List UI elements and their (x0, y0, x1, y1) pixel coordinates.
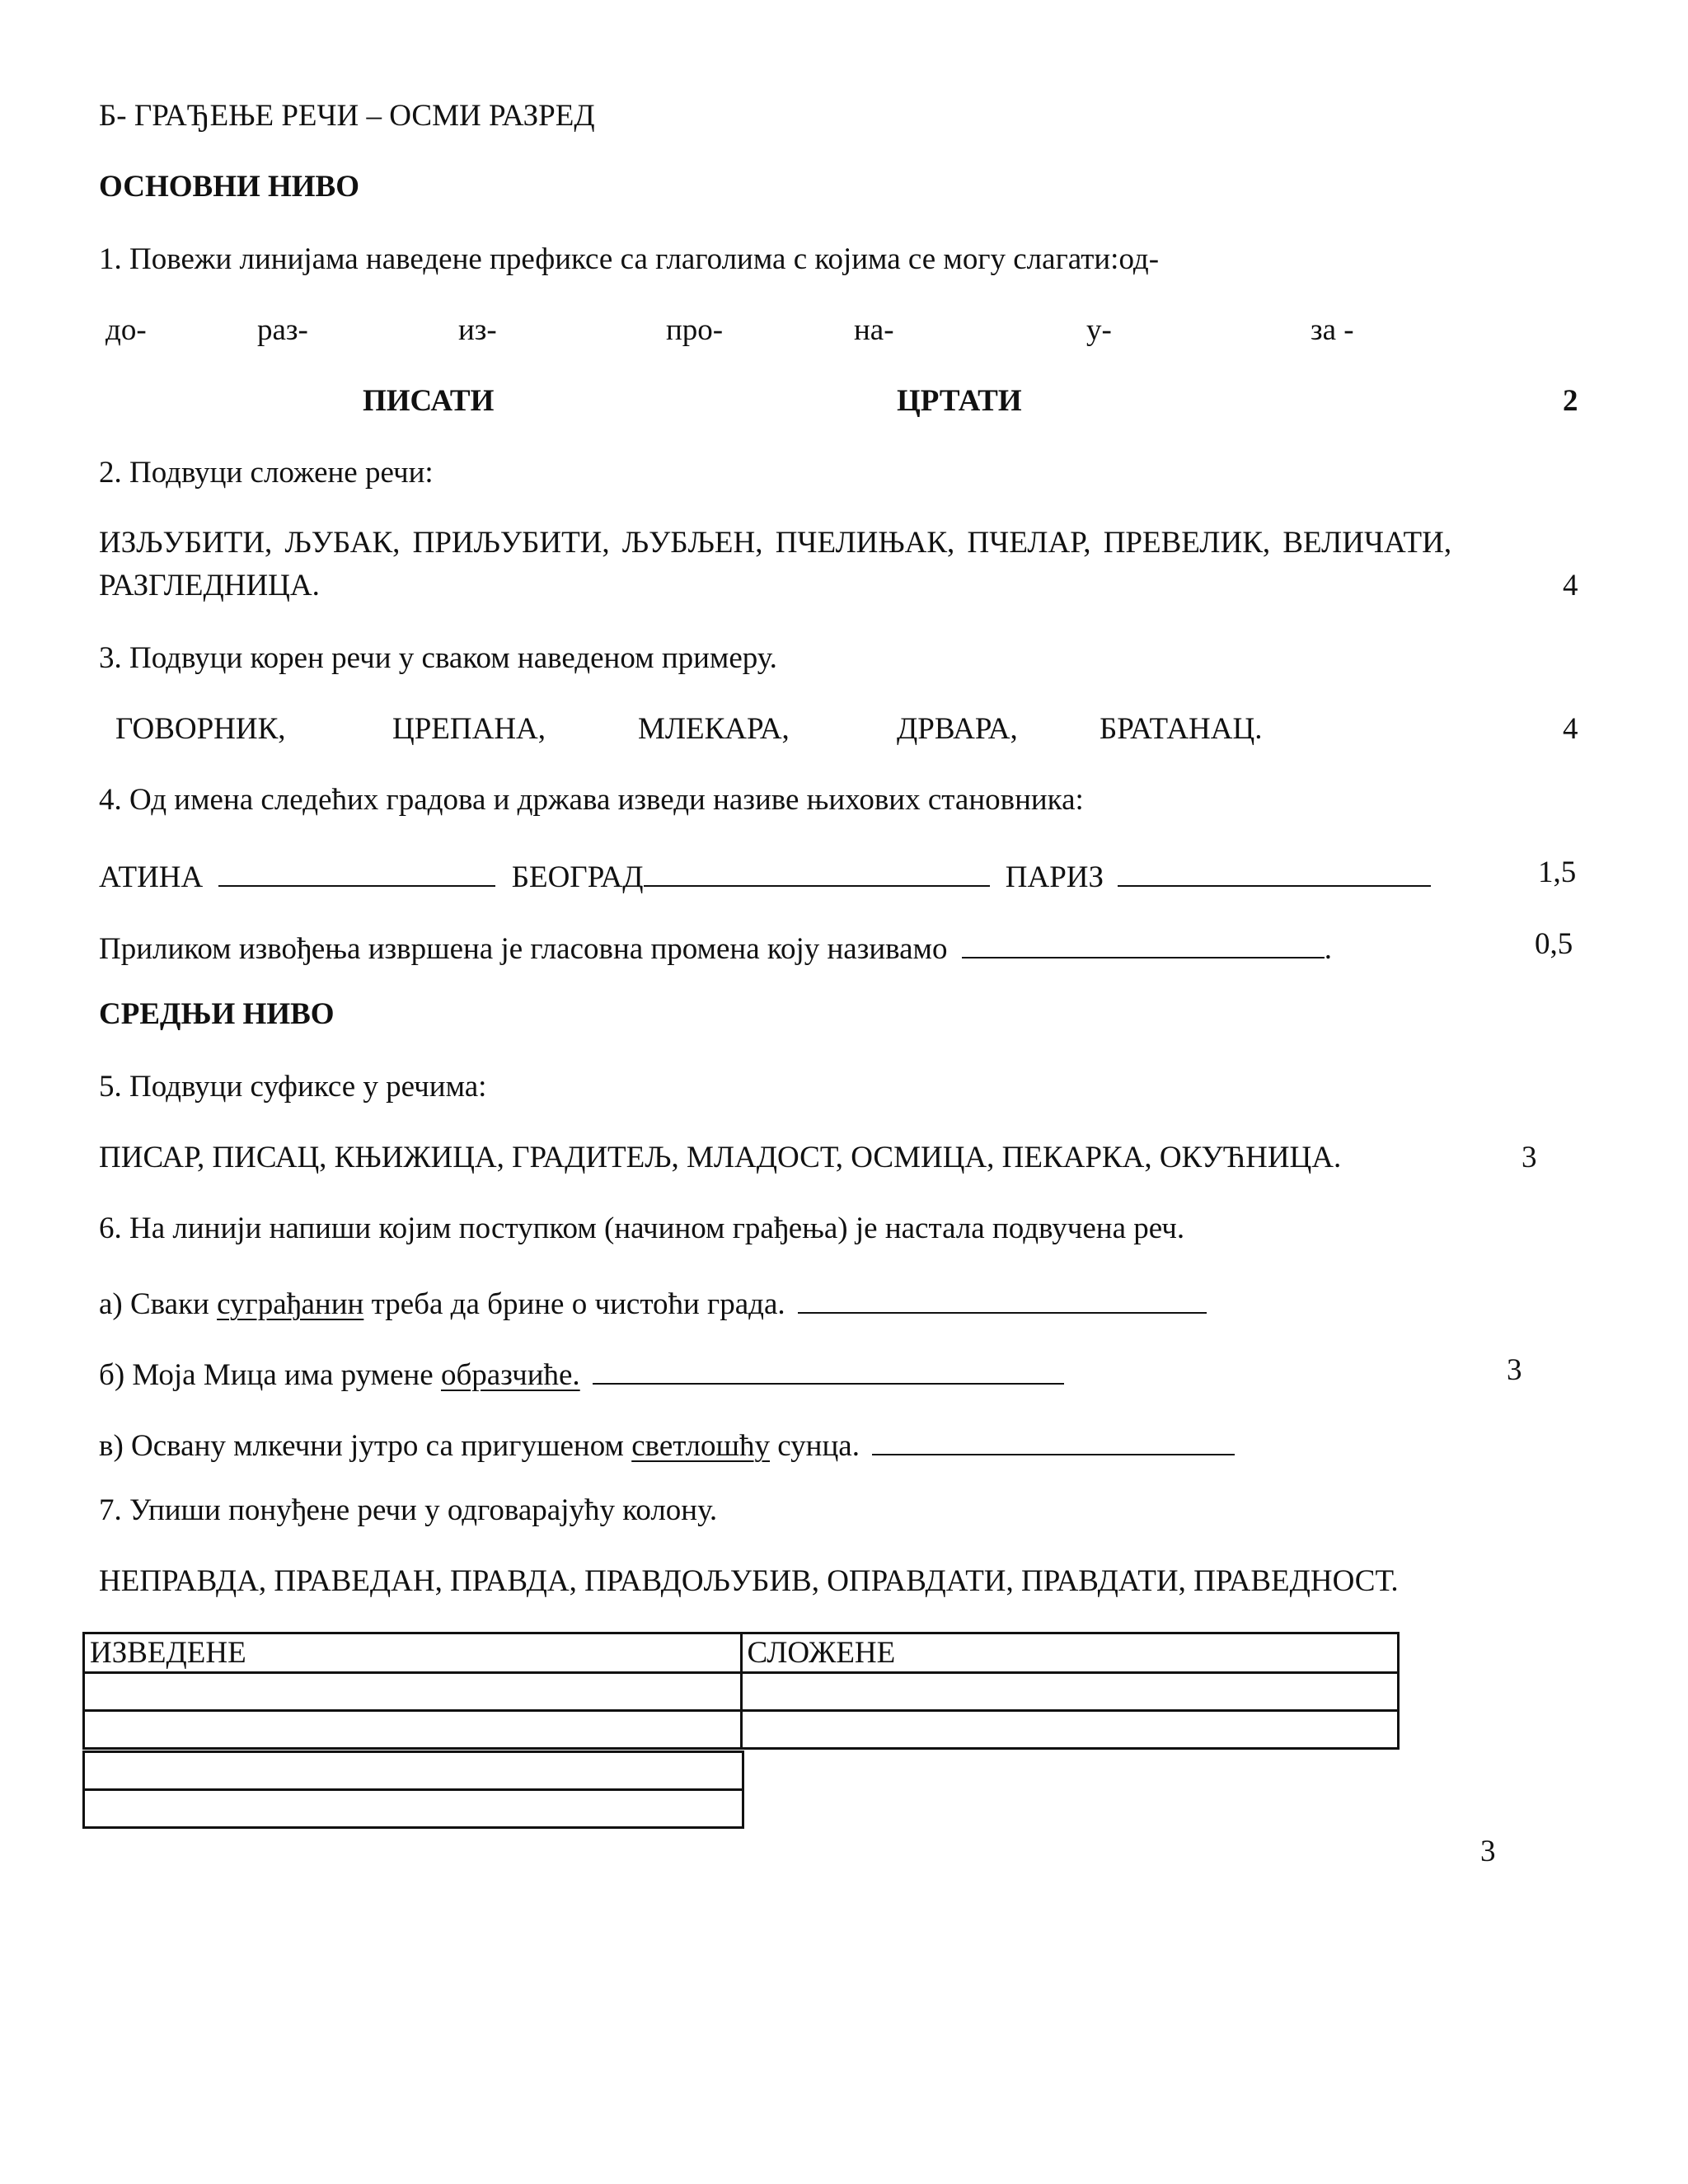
page-title: Б- ГРАЂЕЊЕ РЕЧИ – ОСМИ РАЗРЕД (99, 99, 595, 133)
table-row (84, 1711, 1399, 1749)
q3-word-4: ДРВАРА, (897, 712, 1018, 746)
q6-sentence-a (99, 1284, 1207, 1319)
question-6-text: 6. На линији напиши којим поступком (начином грађења) је настала подвучена реч. (99, 1212, 1185, 1245)
question-7-points: 3 (1480, 1835, 1496, 1868)
table-row (84, 1790, 743, 1828)
q6-sentence-c (99, 1426, 1235, 1461)
compound-cell[interactable] (741, 1673, 1398, 1711)
q3-word-2: ЦРЕПАНА, (392, 712, 546, 746)
derived-cell[interactable] (84, 1673, 742, 1711)
derived-cell[interactable] (84, 1790, 743, 1828)
q3-word-1: ГОВОРНИК, (115, 712, 286, 746)
question-7-text: 7. Упиши понуђене речи у одговарајућу колону. (99, 1493, 718, 1527)
question-2-points: 4 (1563, 569, 1578, 602)
question-2-text: 2. Подвуци сложене речи: (99, 456, 434, 490)
table-header-row (84, 1633, 1399, 1673)
pariz-answer-line[interactable] (1118, 857, 1431, 887)
middle-level-heading: СРЕДЊИ НИВО (99, 997, 335, 1031)
question-2-words-line1: ИЗЉУБИТИ, ЉУБАК, ПРИЉУБИТИ, ЉУБЉЕН, ПЧЕЛИЊАК, ПЧЕЛАР, ПРЕВЕЛИК, ВЕЛИЧАТИ, (99, 526, 1452, 560)
q6c-prefix-text: в) Освану млкечни јутро са пригушеном (99, 1429, 632, 1463)
question-5-words: ПИСАР, ПИСАЦ, КЊИЖИЦА, ГРАДИТЕЉ, МЛАДОСТ, ОСМИЦА, ПЕКАРКА, ОКУЋНИЦА. (99, 1141, 1342, 1174)
q6c-suffix-text: сунца. (770, 1429, 860, 1463)
question-5-points: 3 (1522, 1141, 1537, 1174)
prefix-raz: раз- (257, 313, 308, 347)
question-4-points: 1,5 (1538, 855, 1577, 889)
header-compound: СЛОЖЕНЕ (741, 1633, 1398, 1673)
prefix-u: у- (1086, 313, 1112, 347)
verb-crtati: ЦРТАТИ (897, 384, 1022, 418)
derived-cell[interactable] (84, 1752, 743, 1790)
q6b-underlined-word: образчиће. (440, 1358, 580, 1392)
basic-level-heading: ОСНОВНИ НИВО (99, 170, 360, 204)
question-7-words: НЕПРАВДА, ПРАВЕДАН, ПРАВДА, ПРАВДОЉУБИВ, ОПРАВДАТИ, ПРАВДАТИ, ПРАВЕДНОСТ. (99, 1564, 1399, 1598)
question-5-text: 5. Подвуци суфиксе у речима: (99, 1070, 487, 1104)
city-beograd: БЕОГРАД (511, 860, 644, 894)
q6a-answer-line[interactable] (798, 1284, 1207, 1314)
q6c-underlined-word: светлошћу (631, 1429, 770, 1463)
words-classification-table (82, 1632, 1400, 1750)
q4-sound-change-row (99, 929, 1332, 964)
question-3-points: 4 (1563, 712, 1578, 746)
header-derived: ИЗВЕДЕНЕ (84, 1633, 742, 1673)
sound-change-answer-line[interactable] (962, 929, 1325, 958)
prefix-do: до- (106, 313, 147, 347)
question-1-text: 1. Повежи линијама наведене префиксе са глаголима с којима се могу слагати:од- (99, 242, 1160, 276)
table-row (84, 1673, 1399, 1711)
sound-change-text: Приликом извођења извршена је гласовна промена коју називамо (99, 932, 948, 966)
verb-pisati: ПИСАТИ (363, 384, 495, 418)
q6c-answer-line[interactable] (872, 1426, 1235, 1455)
q6a-prefix-text: а) Сваки (99, 1287, 218, 1321)
question-4-text: 4. Од имена следећих градова и држава изведи називе њихових становника: (99, 783, 1084, 817)
prefix-pro: про- (666, 313, 724, 347)
question-1-points: 2 (1563, 384, 1578, 418)
prefix-iz: из- (458, 313, 497, 347)
sound-change-points: 0,5 (1535, 927, 1573, 961)
q4-answer-row (99, 857, 1431, 893)
question-3-text: 3. Подвуци корен речи у сваком наведеном примеру. (99, 641, 777, 675)
q6b-prefix-text: б) Моја Мица има румене (99, 1358, 441, 1392)
sound-change-period: . (1324, 932, 1332, 966)
words-classification-table-extension (82, 1750, 744, 1829)
table-row (84, 1752, 743, 1790)
q6b-answer-line[interactable] (593, 1355, 1064, 1385)
beograd-answer-line[interactable] (644, 857, 990, 887)
city-pariz: ПАРИЗ (1005, 860, 1104, 894)
q3-word-3: МЛЕКАРА, (638, 712, 790, 746)
question-6-points: 3 (1507, 1353, 1522, 1387)
derived-cell[interactable] (84, 1711, 742, 1749)
atina-answer-line[interactable] (218, 857, 495, 887)
city-atina: АТИНА (99, 860, 204, 894)
prefix-na: на- (854, 313, 894, 347)
q6-sentence-b (99, 1355, 1064, 1390)
compound-cell[interactable] (741, 1711, 1398, 1749)
q3-word-5: БРАТАНАЦ. (1100, 712, 1263, 746)
prefix-za: за - (1311, 313, 1354, 347)
q6a-suffix-text: треба да брине о чистоћи града. (363, 1287, 785, 1321)
q6a-underlined-word: суграђанин (217, 1287, 364, 1321)
question-2-words-line2: РАЗГЛЕДНИЦА. (99, 569, 320, 602)
